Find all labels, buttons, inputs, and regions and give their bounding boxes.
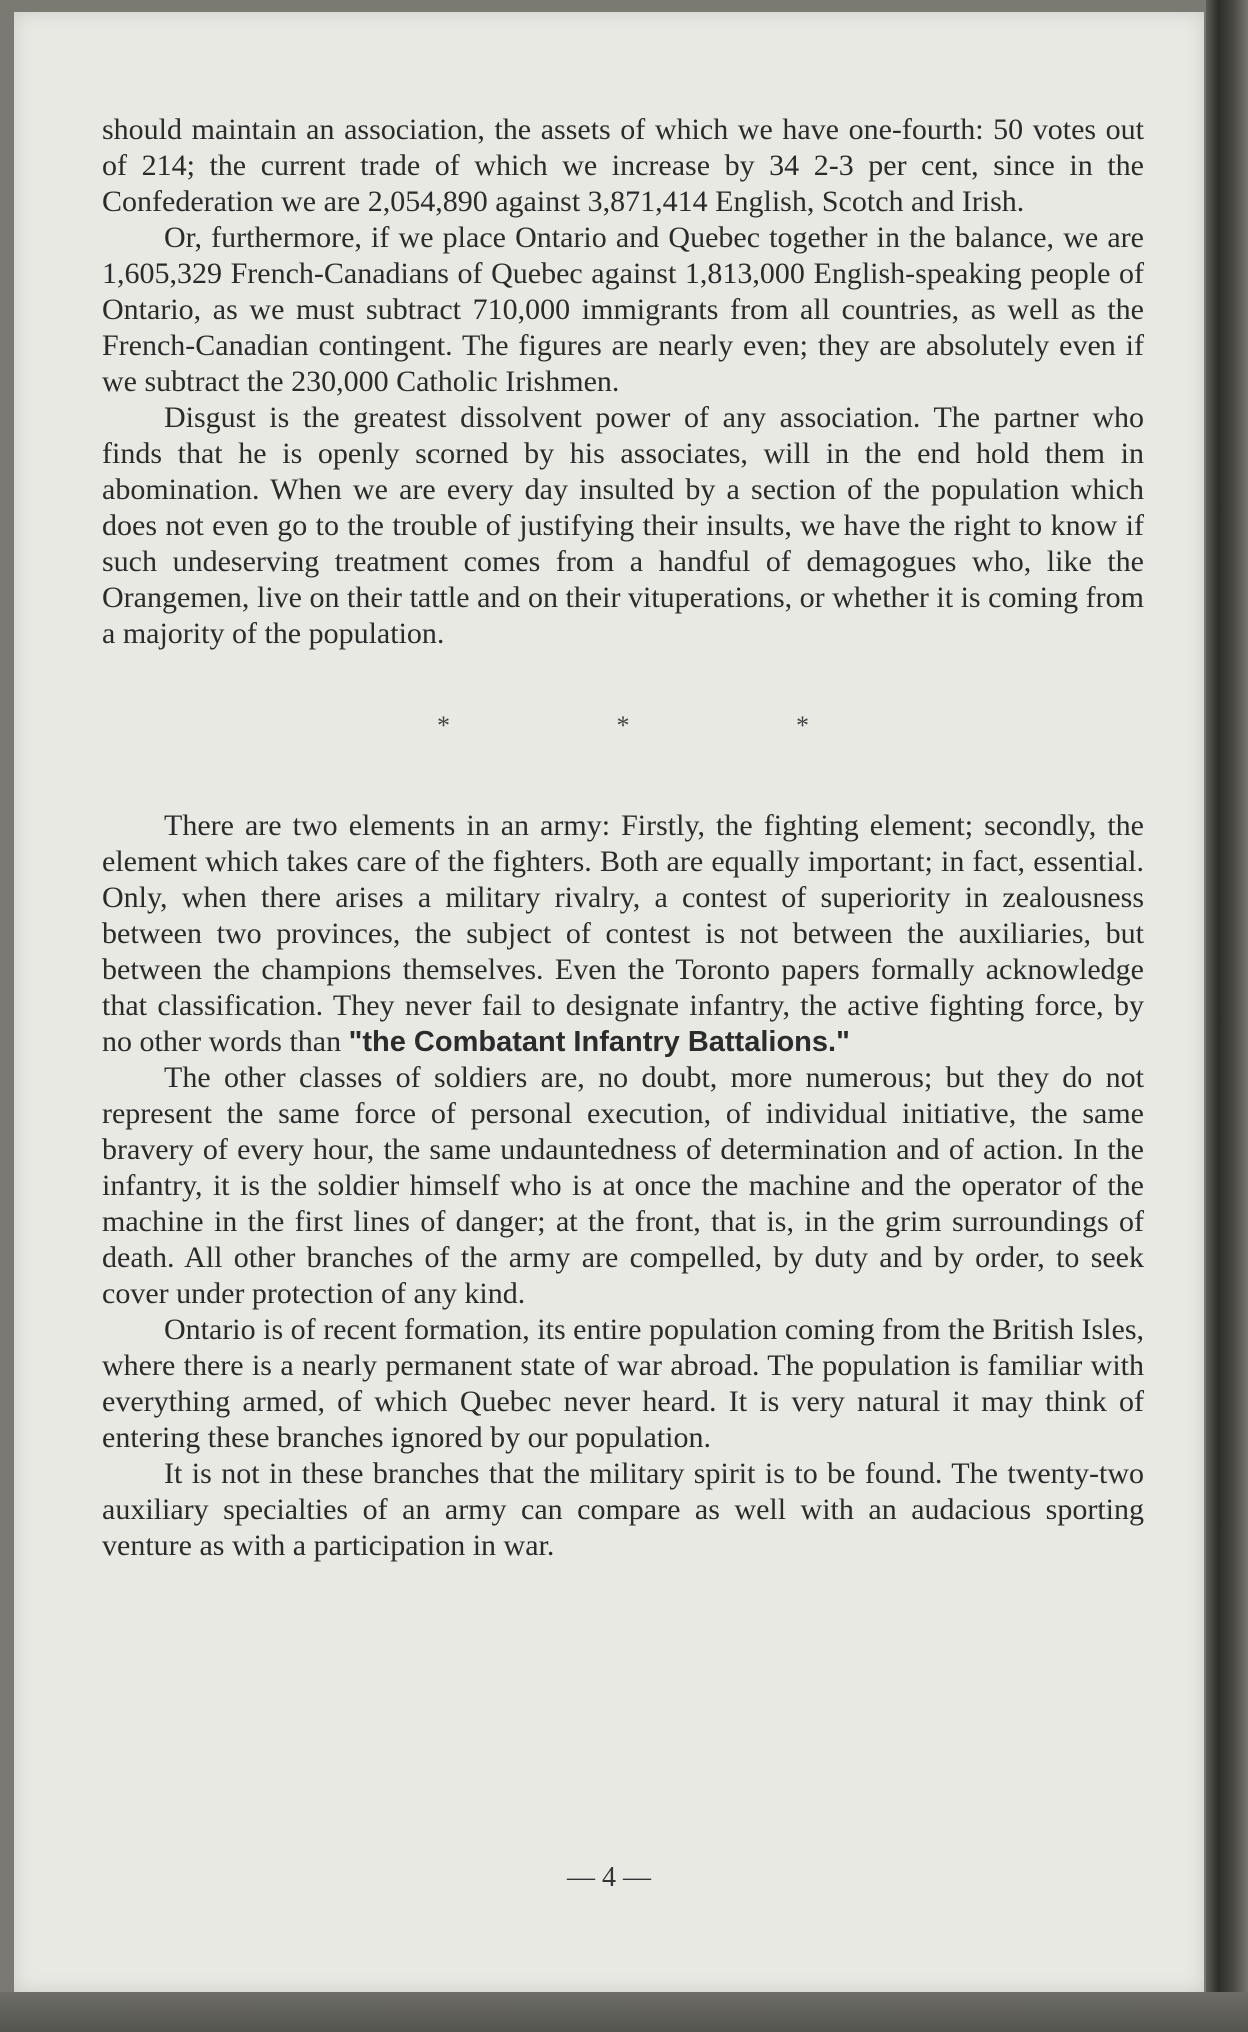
paragraph-association-assets: should maintain an association, the assets of which we have one-fourth: 50 votes out of 214; the current trade of which we increase by 34 2-3 per cent, since in the Confederation we are 2,054,890 against 3,871,414 English, Scotch and Irish. <box>102 113 1144 218</box>
paragraph-other-classes: The other classes of soldiers are, no doubt, more numerous; but they do not represent the same force of personal execution, of individual initiative, the same bravery of every hour, the same undauntedness of determination and of action. In the infantry, it is the soldier himself who is at once the machine and the operator of the machine in the first lines of danger; at the front, that is, in the grim surroundings of death. All other branches of the army are compelled, by duty and by order, to seek cover under protection of any kind. <box>102 1061 1144 1310</box>
page-number: — 4 — <box>567 1862 651 1893</box>
paragraph-military-spirit: It is not in these branches that the military spirit is to be found. The twenty-two auxiliary specialties of an army can compare as well with an audacious sporting venture as with a participation in war. <box>102 1457 1144 1562</box>
paragraph-ontario-quebec-balance: Or, furthermore, if we place Ontario and Quebec together in the balance, we are 1,605,329 French-Canadians of Quebec against 1,813,000 English-speaking people of Ontario, as we must subtract 710,000 immigrants from all countries, as well as the French-Canadian contingent. The figures are nearly even; they are absolutely even if we subtract the 230,000 Catholic Irishmen. <box>102 221 1144 398</box>
paragraph-ontario-formation: Ontario is of recent formation, its entire population coming from the British Isles, where there is a nearly permanent state of war abroad. The population is familiar with everything armed, of which Quebec never heard. It is very natural it may think of entering these branches ignored by our population. <box>102 1313 1144 1454</box>
scan-bottom-edge <box>0 1992 1248 2032</box>
army-paragraph-text: There are two elements in an army: Firstly, the fighting element; secondly, the element which takes care of the fighters. Both are equally important; in fact, essential. Only, when there arises a military rivalry, a contest of superiority in zealousness between two provinces, the subject of contest is not between the auxiliaries, but between the champions themselves. Even the Toronto papers formally acknowledge that classification. They never fail to designate infantry, the active fighting force, by no other words than <box>102 809 1144 1058</box>
section-separator: * * * <box>437 711 889 740</box>
combatant-infantry-quote: "the Combatant Infantry Battalions." <box>348 1026 850 1058</box>
document-page <box>14 12 1204 1992</box>
page-body <box>102 112 1144 1564</box>
paragraph-army-elements <box>102 808 1144 1060</box>
paragraph-disgust: Disgust is the greatest dissolvent power of any association. The partner who finds that he is openly scorned by his associates, will in the end hold them in abomination. When we are every day insulted by a section of the population which does not even go to the trouble of justifying their insults, we have the right to know if such undeserving treatment comes from a handful of demagogues who, like the Orangemen, live on their tattle and on their vituperations, or whether it is coming from a majority of the population. <box>102 401 1144 650</box>
scan-binding-edge <box>1206 0 1248 2032</box>
